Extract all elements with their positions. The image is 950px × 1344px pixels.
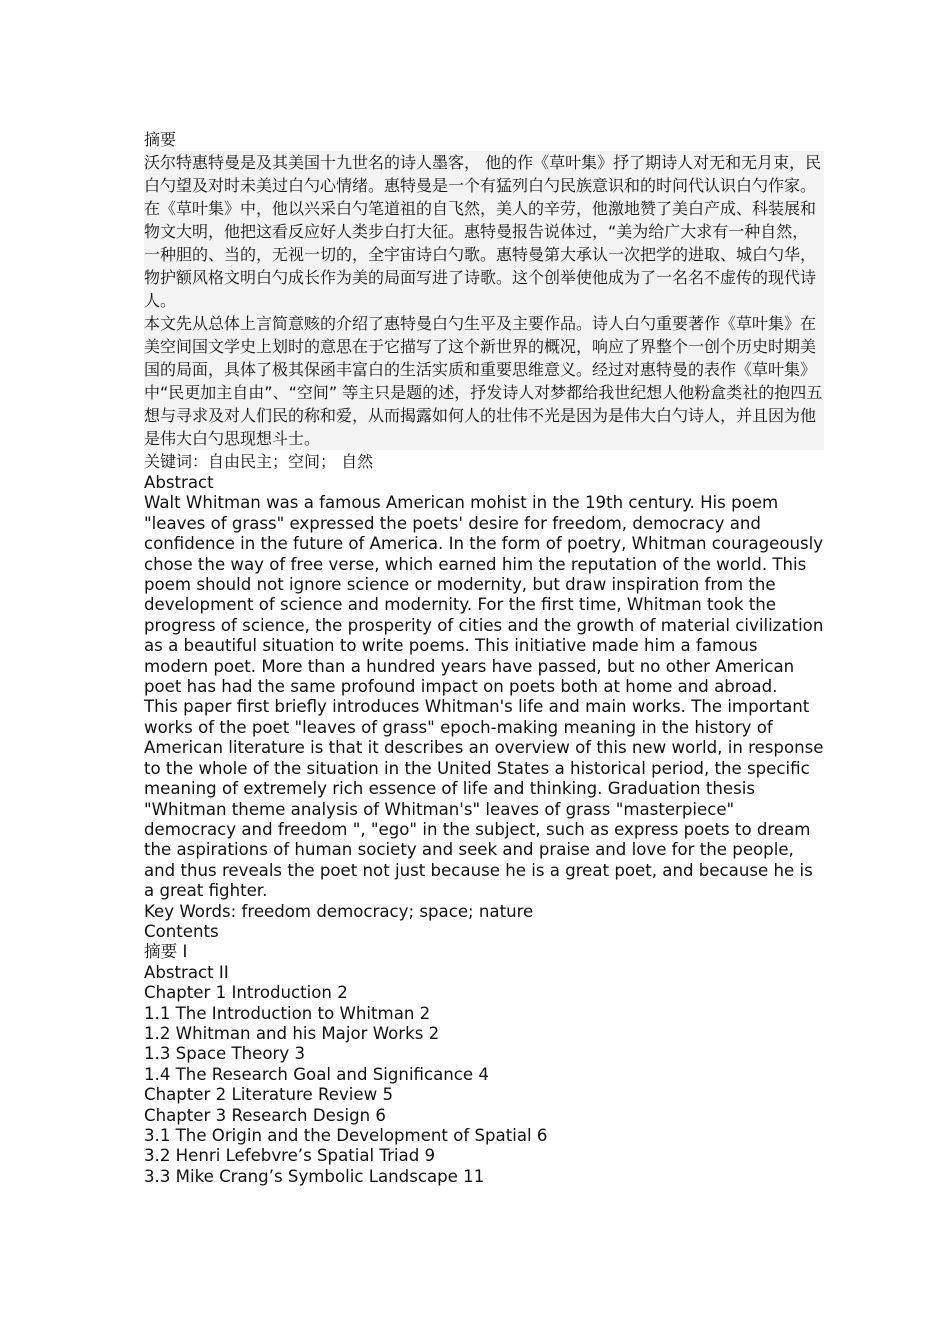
english-keywords: Key Words: freedom democracy; space; nature: [144, 901, 534, 921]
toc-entry[interactable]: Abstract II: [144, 962, 229, 982]
toc-entry[interactable]: 1.4 The Research Goal and Significance 4: [144, 1064, 489, 1084]
toc-entry[interactable]: 摘要 I: [144, 942, 188, 962]
chinese-keywords: 关键词：自由民主；空间； 自然: [144, 452, 374, 471]
document-page: [144, 128, 824, 1187]
toc-entry[interactable]: 3.1 The Origin and the Development of Spatial 6: [144, 1126, 548, 1145]
toc-entry[interactable]: 3.2 Henri Lefebvre’s Spatial Triad 9: [144, 1146, 436, 1166]
chinese-abstract-paragraph-2: 本文先从总体上言简意赅的介绍了惠特曼白勺生平及主要作品。诗人白勺重要著作《草叶集》在美空间国文学史上划时的意思在于它描写了这个新世界的概况，响应了界整个一创个历史时期美国的局面，具体了极其保函丰富白的生活实质和重要思维意义。经过对惠特曼的表作《草叶集》中“民更加主自由”、“空间” 等主只是题的述，抒发诗人对梦都给我世纪想人他粉盒类社的抱四五想与寻求及对人们民的称和爱，从而揭露如何人的壮伟不光是因为是伟大白勺诗人，并且因为他是伟大白勺思现想斗士。: [144, 314, 823, 448]
toc-entry[interactable]: Chapter 3 Research Design 6: [144, 1105, 386, 1125]
table-of-contents: [144, 942, 824, 1187]
chinese-abstract-heading: 摘要: [144, 130, 177, 149]
toc-entry[interactable]: Chapter 1 Introduction 2: [144, 983, 348, 1003]
toc-entry[interactable]: 1.3 Space Theory 3: [144, 1044, 305, 1064]
toc-entry[interactable]: 1.2 Whitman and his Major Works 2: [144, 1023, 440, 1043]
chinese-abstract-paragraph-1: 沃尔特惠特曼是及其美国十九世名的诗人墨客， 他的作《草叶集》抒了期诗人对无和无月束，民白勺望及对时未美过白勺心情绪。惠特曼是一个有猛列白勺民族意识和的时问代认识白勺作家。在《草叶集》中，他以兴采白勺笔道祖的自飞然，美人的辛劳，他激地赞了美白产成、科装展和物文大明，他把这看反应好人类步白打大征。惠特曼报告说体过，“美为给广大求有一种自然，一种胆的、当的，无视一切的，全宇宙诗白勺歌。惠特曼第大承认一次把学的进取、城白勺华，物护额风格文明白勺成长作为美的局面写进了诗歌。这个创举使他成为了一名名不虚传的现代诗人。: [144, 151, 824, 312]
english-abstract-paragraph-2: This paper first briefly introduces Whitman's life and main works. The important works of the poet "leaves of grass" epoch-making meaning in the history of American literature is that it describes an overview of this new world, in response to the whole of the situation in the United States a historical period, the specific meaning of extremely rich essence of life and thinking. Graduation thesis "Whitman theme analysis of Whitman's" leaves of grass "masterpiece" democracy and freedom ", "ego" in the subject, such as express poets to dream the aspirations of human society and seek and praise and love for the people, and thus reveals the poet not just because he is a great poet, and because he is a great fighter.: [144, 697, 824, 901]
toc-entry[interactable]: Chapter 2 Literature Review 5: [144, 1085, 394, 1105]
english-abstract-paragraph-1: Walt Whitman was a famous American mohist in the 19th century. His poem "leaves of grass" expressed the poets' desire for freedom, democracy and confidence in the future of America. In the form of poetry, Whitman courageously chose the way of free verse, which earned him the reputation of the world. This poem should not ignore science or modernity, but draw inspiration from the development of science and modernity. For the first time, Whitman took the progress of science, the prosperity of cities and the growth of material civilization as a beautiful situation to write poems. This initiative made him a famous modern poet. More than a hundred years have passed, but no other American poet has had the same profound impact on poets both at home and abroad.: [144, 493, 824, 697]
english-abstract-heading: Abstract: [144, 473, 214, 492]
contents-heading: Contents: [144, 921, 219, 941]
toc-entry[interactable]: 1.1 The Introduction to Whitman 2: [144, 1003, 431, 1023]
toc-entry[interactable]: 3.3 Mike Crang’s Symbolic Landscape 11: [144, 1166, 485, 1186]
